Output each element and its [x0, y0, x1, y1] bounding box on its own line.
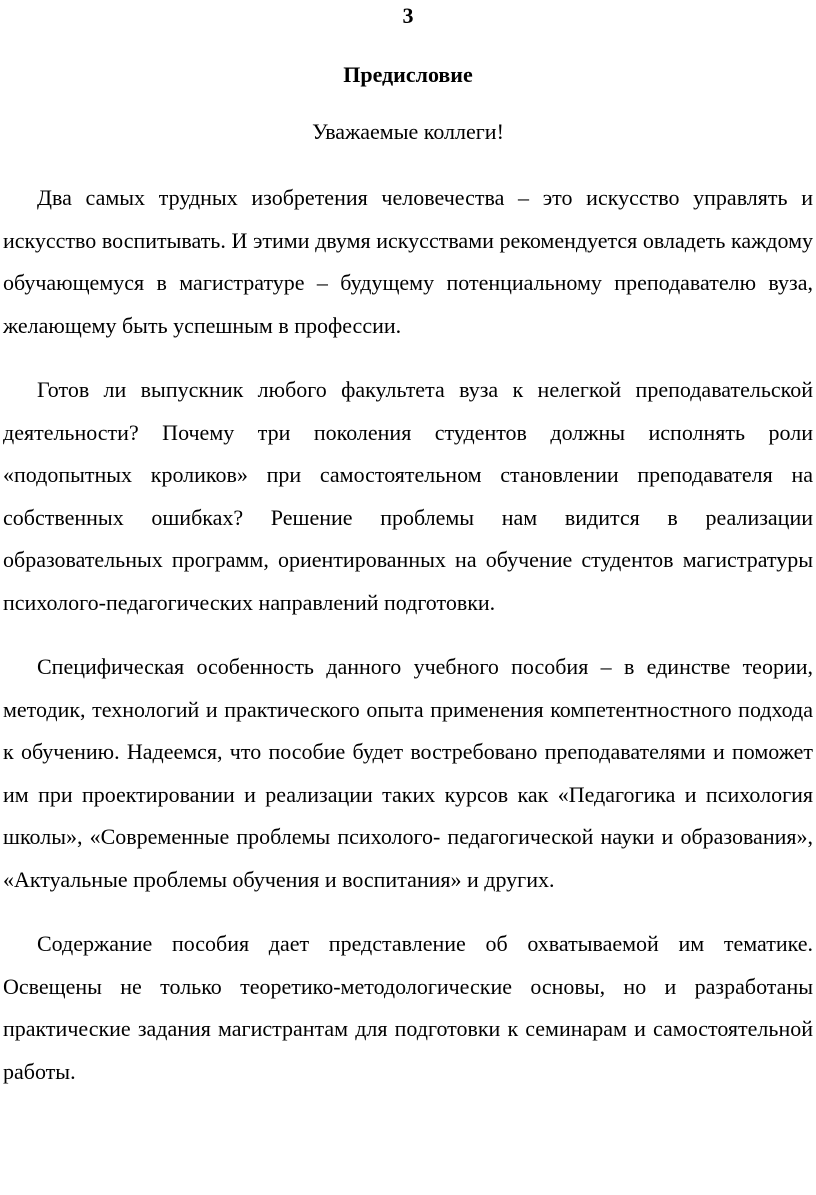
page-number: 3	[402, 3, 414, 28]
page-title: Предисловие	[343, 62, 473, 87]
greeting: Уважаемые коллеги!	[312, 119, 504, 144]
paragraph: Два самых трудных изобретения человечества – это искусство управлять и искусство воспитывать. И этими двумя искусствами рекомендуется овладеть каждому обучающемуся в магистратуре – будущему потенциальному преподавателю вуза, желающему быть успешным в профессии.	[3, 185, 813, 338]
paragraph: Содержание пособия дает представление об охватываемой им тематике. Освещены не только теоретико-методологические основы, но и разработаны практические задания магистрантам для подготовки к семинарам и самостоятельной работы.	[3, 931, 813, 1084]
body-text	[3, 177, 813, 1093]
paragraph: Специфическая особенность данного учебного пособия – в единстве теории, методик, технологий и практического опыта применения компетентностного подхода к обучению. Надеемся, что пособие будет востребовано преподавателями и поможет им при проектировании и реализации таких курсов как «Педагогика и психология школы», «Современные проблемы психолого- педагогической науки и образования», «Актуальные проблемы обучения и воспитания» и других.	[3, 654, 813, 892]
paragraph: Готов ли выпускник любого факультета вуза к нелегкой преподавательской деятельности? Почему три поколения студентов должны исполнять роли «подопытных кроликов» при самостоятельном становлении преподавателя на собственных ошибках? Решение проблемы нам видится в реализации образовательных программ, ориентированных на обучение студентов магистратуры психолого-педагогических направлений подготовки.	[3, 377, 813, 615]
